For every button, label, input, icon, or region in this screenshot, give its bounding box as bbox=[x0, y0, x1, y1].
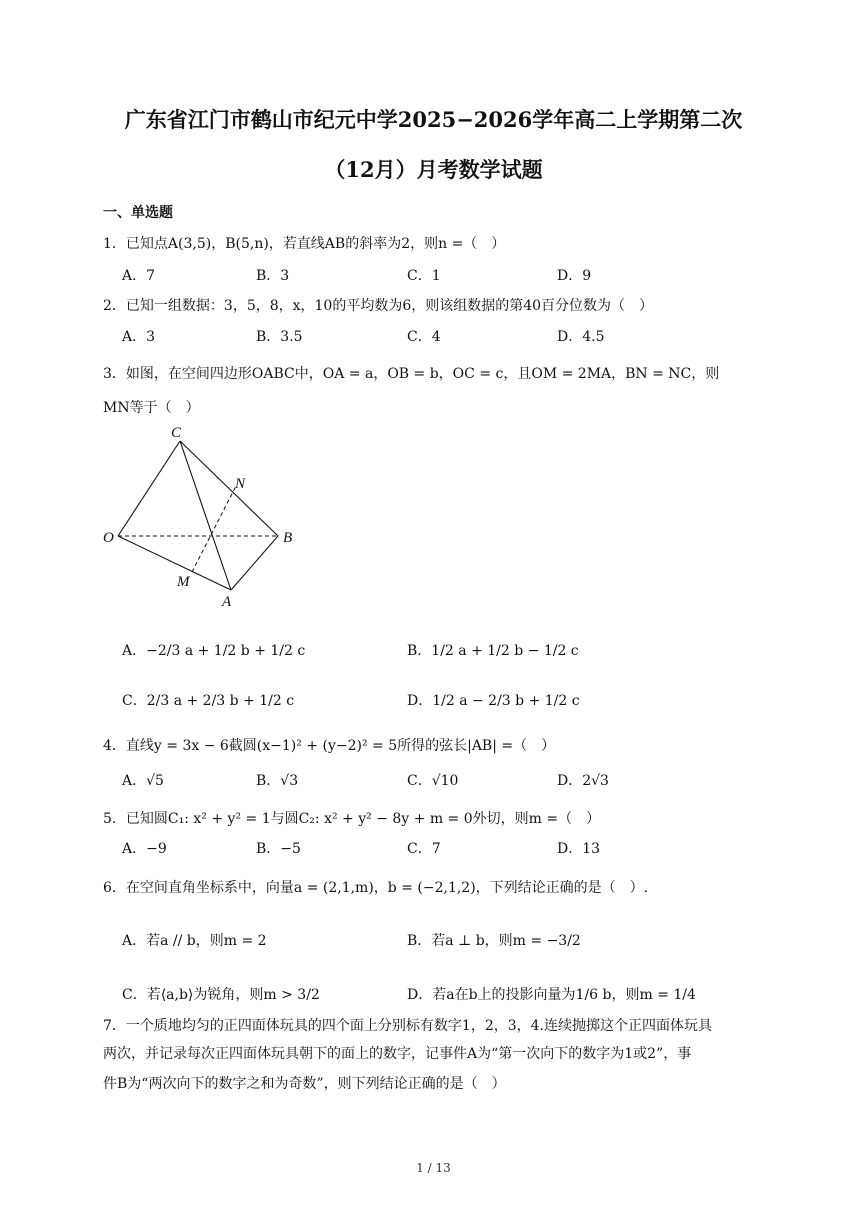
q5-option-a: A．−9 bbox=[122, 841, 167, 857]
label-b: B bbox=[283, 530, 293, 546]
question-4-stem: 4．直线y = 3x − 6截圆(x−1)² + (y−2)² = 5所得的弦长|AB| =（ ） bbox=[103, 738, 556, 754]
q4-option-d: D．2√3 bbox=[557, 773, 609, 789]
q2-option-d: D．4.5 bbox=[557, 329, 605, 345]
label-a: A bbox=[222, 594, 232, 610]
label-o: O bbox=[103, 530, 114, 546]
q1-option-d: D．9 bbox=[557, 268, 592, 284]
question-6-stem: 6．在空间直角坐标系中，向量a = (2,1,m)，b = (−2,1,2)，下列结论正确的是（ ）. bbox=[103, 880, 649, 896]
q4-option-c: C．√10 bbox=[407, 773, 459, 789]
question-7-line3: 件B为“两次向下的数字之和为奇数”，则下列结论正确的是（ ） bbox=[103, 1076, 506, 1092]
q3-option-b: B．1/2 a + 1/2 b − 1/2 c bbox=[407, 643, 579, 659]
label-c: C bbox=[171, 425, 182, 441]
q2-option-a: A．3 bbox=[122, 329, 156, 345]
q1-option-c: C．1 bbox=[407, 268, 441, 284]
question-3-stem-line2: MN等于（ ） bbox=[103, 400, 200, 416]
q5-option-d: D．13 bbox=[557, 841, 601, 857]
q4-option-b: B．√3 bbox=[256, 773, 299, 789]
page-number: 1 / 13 bbox=[416, 1161, 451, 1175]
question-1-stem: 1．已知点A(3,5)，B(5,n)，若直线AB的斜率为2，则n =（ ） bbox=[103, 236, 506, 252]
question-5-stem: 5．已知圆C₁: x² + y² = 1与圆C₂: x² + y² − 8y + m = 0外切，则m =（ ） bbox=[103, 811, 601, 827]
label-m: M bbox=[177, 574, 190, 590]
page-title-line1: 广东省江门市鹤山市纪元中学2025−2026学年高二上学期第二次 bbox=[124, 107, 743, 132]
q4-option-a: A．√5 bbox=[122, 773, 164, 789]
q5-option-b: B．−5 bbox=[256, 841, 301, 857]
question-7-line1: 7．一个质地均匀的正四面体玩具的四个面上分别标有数字1，2，3，4.连续抛掷这个正四面体玩具 bbox=[103, 1018, 712, 1034]
q6-option-b: B．若a ⊥ b，则m = −3/2 bbox=[407, 933, 581, 949]
label-n: N bbox=[235, 476, 246, 492]
q5-option-c: C．7 bbox=[407, 841, 441, 857]
page-title-line2: （12月）月考数学试题 bbox=[324, 157, 543, 182]
q1-option-b: B．3 bbox=[256, 268, 290, 284]
q2-option-b: B．3.5 bbox=[256, 329, 303, 345]
q6-option-c: C．若⟨a,b⟩为锐角，则m > 3/2 bbox=[122, 987, 320, 1003]
q1-option-a: A．7 bbox=[122, 268, 156, 284]
question-3-stem-line1: 3．如图，在空间四边形OABC中，OA = a，OB = b，OC = c，且OM = 2MA，BN = NC，则 bbox=[103, 366, 720, 382]
tetrahedron-figure bbox=[98, 420, 308, 610]
section-heading: 一、单选题 bbox=[103, 205, 173, 221]
q3-option-c: C．2/3 a + 2/3 b + 1/2 c bbox=[122, 693, 295, 709]
question-7-line2: 两次，并记录每次正四面体玩具朝下的面上的数字，记事件A为“第一次向下的数字为1或2”，事 bbox=[103, 1046, 692, 1062]
question-2-stem: 2．已知一组数据：3，5，8，x，10的平均数为6，则该组数据的第40百分位数为（ ） bbox=[103, 298, 654, 314]
q6-option-a: A．若a // b，则m = 2 bbox=[122, 933, 267, 949]
q6-option-d: D．若a在b上的投影向量为1/6 b，则m = 1/4 bbox=[407, 987, 696, 1003]
q3-option-d: D．1/2 a − 2/3 b + 1/2 c bbox=[407, 693, 580, 709]
q2-option-c: C．4 bbox=[407, 329, 441, 345]
q3-option-a: A．−2/3 a + 1/2 b + 1/2 c bbox=[122, 643, 306, 659]
